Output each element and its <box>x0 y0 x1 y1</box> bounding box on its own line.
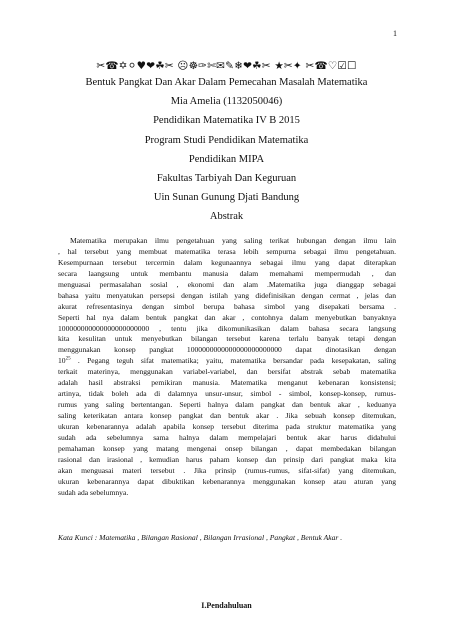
abstract-line: terkait materinya, menggunakan variabel-variabel, dan bersifat abstrak sebab matematika <box>58 367 396 377</box>
abstract-line: menggunakan konsep pangkat 1000000000000000000000000 dapat dinotasikan dengan <box>58 345 396 355</box>
paper-title: Bentuk Pangkat Dan Akar Dalam Pemecahan Masalah Matematika <box>85 77 368 88</box>
keywords: Kata Kunci : Matematika , Bilangan Rasional , Bilangan Irrasional , Pangkat , Bentuk Akar . <box>58 533 343 542</box>
power-exponent: 25 <box>65 356 71 362</box>
abstract-line: kita kesulitan untuk menyebutkan bilangan tersebut karena terlalu banyak tetapi dengan <box>58 334 396 344</box>
abstract-line: bahasa yaitu menyatukan persepsi dengan istilah yang didefinisikan dengan cermat , jelas dan <box>58 290 396 300</box>
section-heading: I.Pendahuluan <box>201 601 252 610</box>
abstract-line: sudah ada sebelumnya. <box>58 487 129 497</box>
abstract-line: , hal tersebut yang membuat matematika terasa lebih sempurna sebagai ilmu pengetahuan. <box>58 246 396 256</box>
power-rest: . Pegang teguh sifat matematika; yaitu, matematika bersandar pada kesepakatan, saling <box>70 356 396 366</box>
abstract-line-with-power <box>58 356 396 367</box>
abstract-line: pemahaman konsep yang matang mengenai onsep bilangan , dapat membedakan bilangan <box>58 443 396 453</box>
abstract-line: 100000000000000000000000 , tentu jika dikomunikasikan dalam bahasa secara langsung <box>58 323 396 333</box>
abstract-line: adalah hasil abstraksi pemikiran manusia. Matematika menganut kebenaran konsistensi; <box>58 378 396 388</box>
department: Pendidikan MIPA <box>188 153 265 165</box>
symbol-header: ✂☎✡⚪♥❤☘✂ ☹☸✑✄✉✎❄❤☘✂ ★✂✦ ✂☎♡☑☐ <box>96 60 357 72</box>
abstract-line: rasional dan irasional , kemudian harus paham konsep dan prinsip dari pangkat maka kita <box>58 454 396 464</box>
study-program: Program Studi Pendidikan Matematika <box>144 134 309 146</box>
title-block <box>0 73 453 227</box>
abstract-line: rumus yang saling bertentangan. Seperti halnya dalam pangkat dan bentuk akar , keduanya <box>58 400 396 410</box>
abstract-line: artinya, tidak boleh ada di dalamnya unsur-unsur, simbol - simbol, konsep-konsep, rumus- <box>58 389 396 399</box>
abstract-line: ukuran kebenarannya adalah apabila konsep tersebut diterima pada struktur matematika yang <box>58 421 396 431</box>
abstract-heading: Abstrak <box>209 211 244 223</box>
abstract-line: Matematika merupakan ilmu pengetahuan yang saling terikat hubungan dengan ilmu lain <box>70 236 396 245</box>
abstract-line: menguasai permasalahan sosial , ekonomi dan alam .Matematika juga dianggap sebagai <box>58 279 396 289</box>
abstract-line: saling keterikatan antara konsep pangkat dan bentuk akar . Jika sebuah konsep ditemukan, <box>58 411 396 420</box>
abstract-line: secara laangsung untuk membantu manusia dalam memahami mempermudah , dan <box>58 268 396 278</box>
author-class: Pendidikan Matematika IV B 2015 <box>153 115 300 127</box>
abstract-line: ukuran kebenarannya dapat dibuktikan kebenarannya menggunakan konsep atau aturan yang <box>58 476 396 486</box>
page-number: 1 <box>393 29 397 38</box>
abstract-line: sudah ada sebelumnya sama halnya dalam mempelajari bentuk akar harus didahului <box>58 432 396 442</box>
abstract-line: akurat refresentasinya dengan simbol berupa bahasa simbol yang disepakati bersama . <box>58 301 396 311</box>
abstract-body <box>58 236 396 499</box>
author-name: Mia Amelia (1132050046) <box>170 96 283 108</box>
power-base: 10 <box>58 356 66 366</box>
abstract-line: akan menguasai materi tersebut . Jika prinsip (rumus-rumus, sifat-sifat) yang ditemukan, <box>58 465 396 475</box>
university: Uin Sunan Gunung Djati Bandung <box>153 192 300 204</box>
abstract-line: Seperti hal nya dalam bentuk pangkat dan akar , contohnya dalam menyebutkan banyaknya <box>58 312 396 322</box>
abstract-line: Kesempurnaan tersebut tercermin dalam kegunaannya sebagai ilmu yang dapat diterapkan <box>58 257 396 267</box>
faculty: Fakultas Tarbiyah Dan Keguruan <box>156 172 297 184</box>
